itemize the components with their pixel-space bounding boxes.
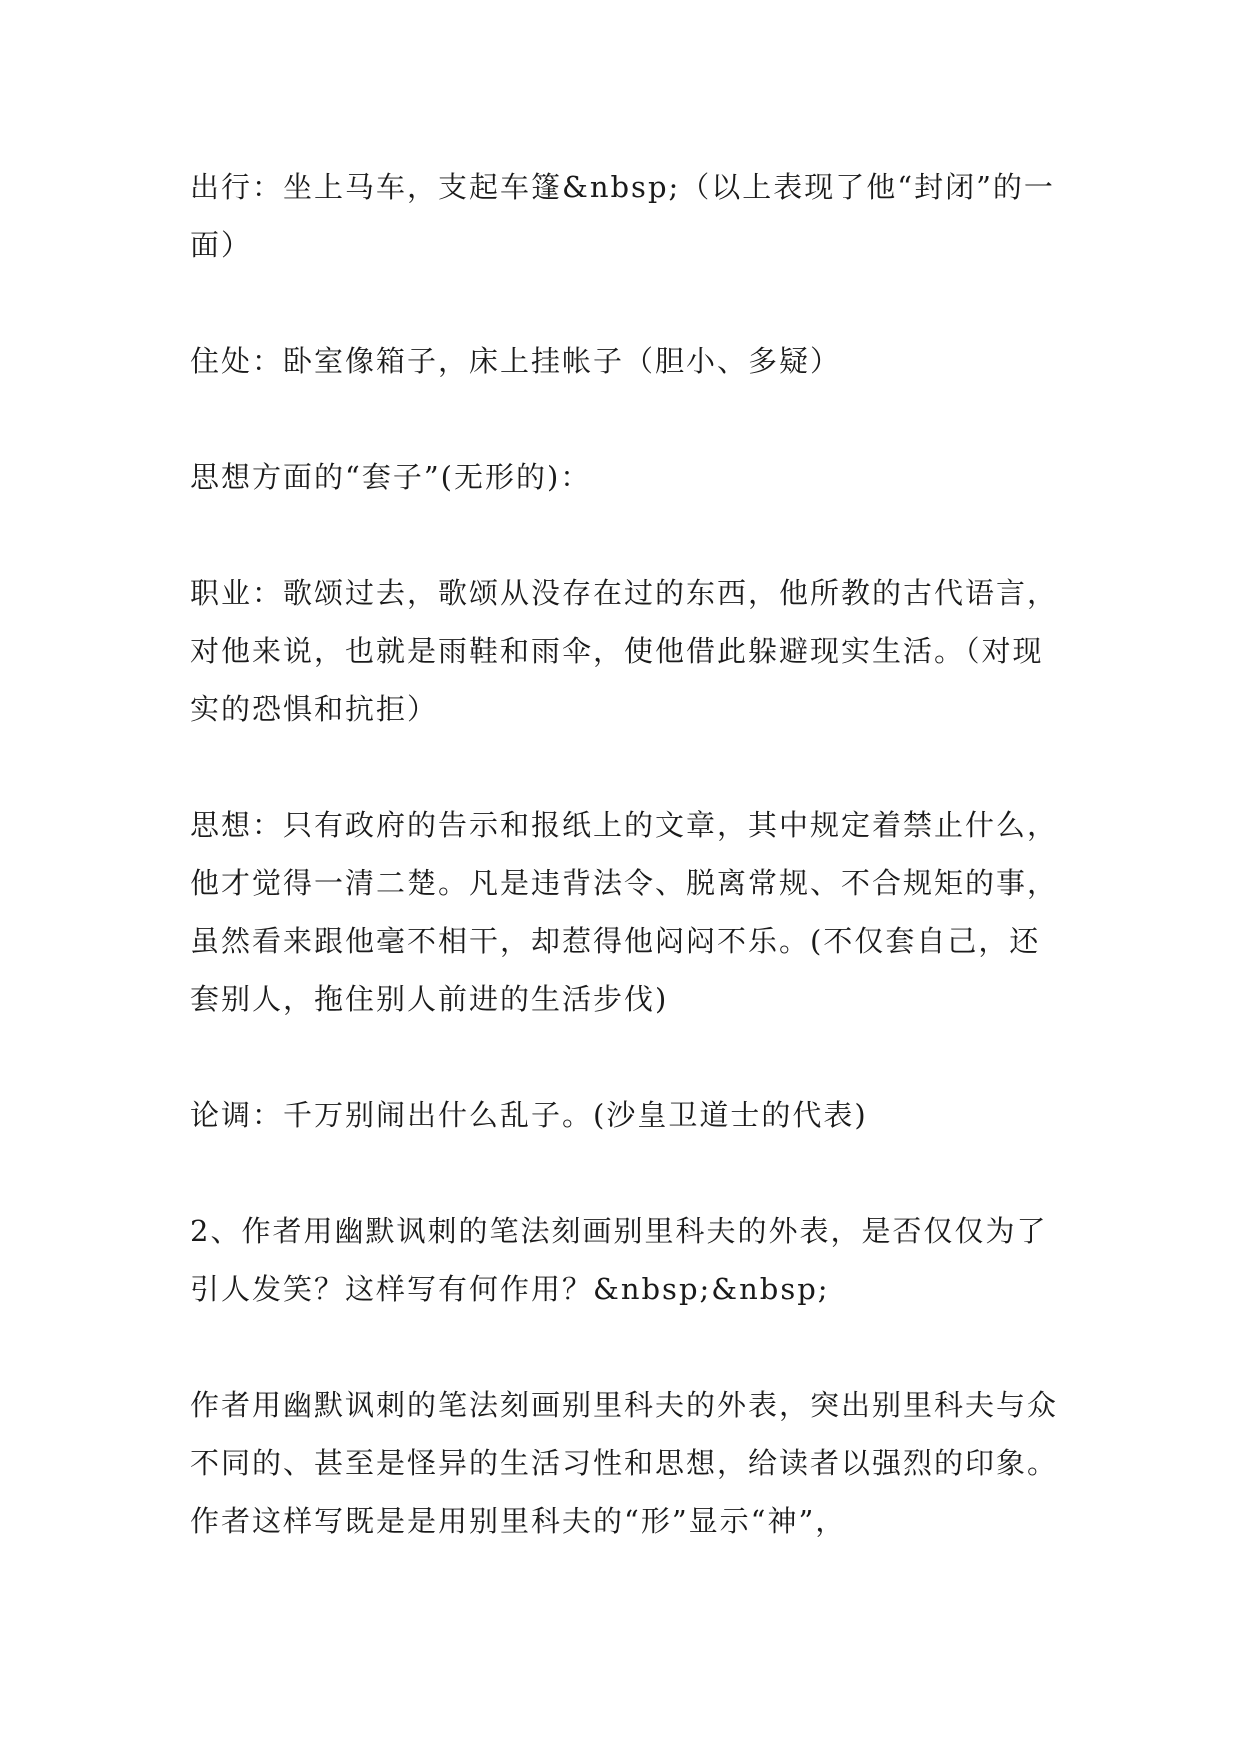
paragraph-residence: 住处：卧室像箱子，床上挂帐子（胆小、多疑） (190, 344, 842, 378)
paragraph-thought-heading: 思想方面的“套子”(无形的)： (190, 460, 592, 494)
paragraph-question-2: 2、作者用幽默讽刺的笔法刻画别里科夫的外表，是否仅仅为了引人发笑？这样写有何作用？&nbsp;&nbsp; (190, 1214, 1048, 1306)
paragraph-travel: 出行：坐上马车，支起车篷&nbsp;（以上表现了他“封闭”的一面） (190, 170, 1055, 262)
document-body (190, 158, 1070, 1608)
paragraph-thought: 思想：只有政府的告示和报纸上的文章，其中规定着禁止什么，他才觉得一清二楚。凡是违背法令、脱离常规、不合规矩的事，虽然看来跟他毫不相干，却惹得他闷闷不乐。(不仅套自己，还套别人，拖住别人前进的生活步伐) (190, 808, 1059, 1016)
paragraph-profession: 职业：歌颂过去，歌颂从没存在过的东西，他所教的古代语言，对他来说，也就是雨鞋和雨伞，使他借此躲避现实生活。（对现实的恐惧和抗拒） (190, 576, 1059, 726)
paragraph-answer-2: 作者用幽默讽刺的笔法刻画别里科夫的外表，突出别里科夫与众不同的、甚至是怪异的生活习性和思想，给读者以强烈的印象。作者这样写既是是用别里科夫的“形”显示“神”， (190, 1388, 1059, 1538)
paragraph-tone: 论调：千万别闹出什么乱子。(沙皇卫道士的代表) (190, 1098, 868, 1132)
